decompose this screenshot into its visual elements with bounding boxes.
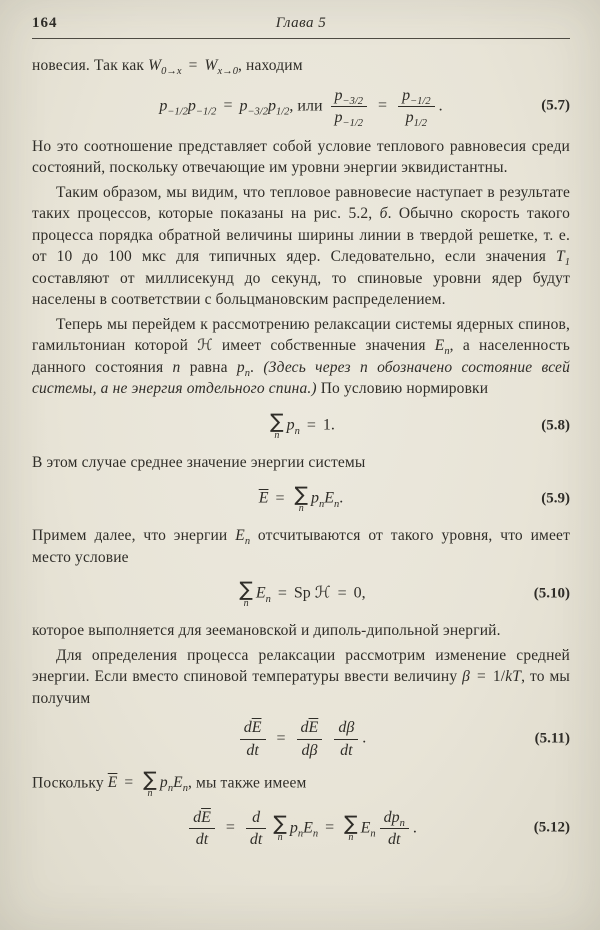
text-run: В этом случае среднее значение энергии системы [32,453,366,471]
text-run: Примем далее, что энергии [32,527,236,545]
text-run: Теперь мы перейдем к рассмотрению релаксации системы ядерных спинов, гамильтониан которой [32,315,570,355]
equation-number: (5.8) [541,417,570,434]
inline-math-transition-rates: $W_{0\to x} = W_{x\to 0}$ [148,57,238,78]
paragraph-7 [32,620,570,642]
equation-number: (5.12) [533,819,570,836]
paragraph-2 [32,136,570,179]
equation-5-7 [32,86,570,127]
equation-5-8 [32,409,570,443]
text-run: отсчитываются от такого уровня, что имеет место условие [32,527,571,566]
chapter-heading: Глава 5 [275,15,327,31]
italic-note: (Здесь через n обозначено состояние всей системы, а не энергия отдельного спина.) [32,358,570,398]
text-run: Для определения процесса релаксации рассмотрим изменение средней энергии. Если вместо спиновой температуры ввести величину [32,646,570,686]
text-run: мы также имеем [191,774,307,792]
text-run: , находим [237,57,303,74]
paragraph-6 [32,525,570,568]
text-run: Но это соотношение представляет собой условие теплового равновесия среди состояний, поскольку отвечающие им уровни энергии эквидистантны. [32,137,570,177]
equation-5-9 [32,482,570,516]
text-run: равна [180,358,237,376]
equation-body: $\frac{d\overline{E}}{dt}$ = $\frac{d\overline{E}}{d\beta}$ $\frac{d\beta}{dt}$ . [196,718,407,759]
text-run: По условию нормировки [316,380,489,398]
equation-5-11 [32,718,570,759]
variable-n: n [172,358,181,376]
header-rule [32,38,570,39]
equation-body: $\frac{d\overline{E}}{dt}$ = $\frac{d}{dt}$ ∑ n $p_nE_n$ = ∑ n $E_n$ $\frac{dp_n}{dt}$ . [145,808,457,849]
page-content [32,55,570,849]
page-header [32,15,570,36]
text-run: составляют от миллисекунд до секунд, то спиновые уровни ядер будут населены в соответствии с больцмановским распределением. [32,269,570,309]
equation-body: ∑ n $p_n = 1$. [270,408,335,441]
inline-math-mean-energy: $\overline{E}$ = ∑ n $p_nE_n$, [107,766,192,799]
text-run: , то мы получим [32,668,570,707]
text-run: новесия. Так как [32,57,149,74]
text-run: . [250,358,264,376]
text-run: . Обычно скорость такого процесса порядка обратной величины ширины линии в твердой решетке, т. е. от 10 до 100 мкс для типичных ядер. Следовательно, если значения [32,205,570,266]
paragraph-9 [32,766,570,799]
paragraph-8 [32,645,570,710]
paragraph-3 [32,182,570,311]
inline-math-T1: $T_1$ [555,248,570,269]
text-run: , а населенность данного состояния [32,337,570,376]
inline-math-En: $E_n$ [235,527,251,548]
script-hamiltonian-symbol: ℋ [197,336,213,355]
equation-body: $\overline{E}$ = ∑ n $p_nE_n$. [258,482,344,515]
equation-number: (5.9) [541,490,570,507]
equation-body: $p_{-1/2}p_{-1/2} = p_{-3/2}p_{1/2}$, или $\frac{p_{-3/2}}{p_{-1/2}}$ = $\frac{p_{-1/2}}{p_{1/2}}$ . [159,86,443,129]
inline-math-pn: $p_n$ [236,358,251,379]
equation-number: (5.7) [541,97,570,114]
text-run: Поскольку [32,774,108,792]
figure-letter: б [379,205,388,223]
text-run: Таким образом, мы видим, что тепловое равновесие наступает в результате таких процессов, которые показаны на рис. 5.2, [32,183,570,223]
equation-5-10 [32,577,570,611]
equation-5-12 [32,808,570,849]
text-run: имеет собственные значения [212,337,435,355]
equation-number: (5.10) [533,585,570,602]
equation-number: (5.11) [534,730,570,747]
inline-math-En: $E_n$ [434,337,450,358]
paragraph-1 [32,55,570,77]
inline-math-beta: β = 1/kT [462,668,522,686]
text-run: которое выполняется для зеемановской и диполь-дипольной энергий. [32,622,501,640]
equation-body: ∑ n $E_n = Sp$ ℋ = 0, [239,577,366,610]
paragraph-5 [32,452,570,474]
page-number: 164 [32,15,58,31]
paragraph-4 [32,314,570,400]
